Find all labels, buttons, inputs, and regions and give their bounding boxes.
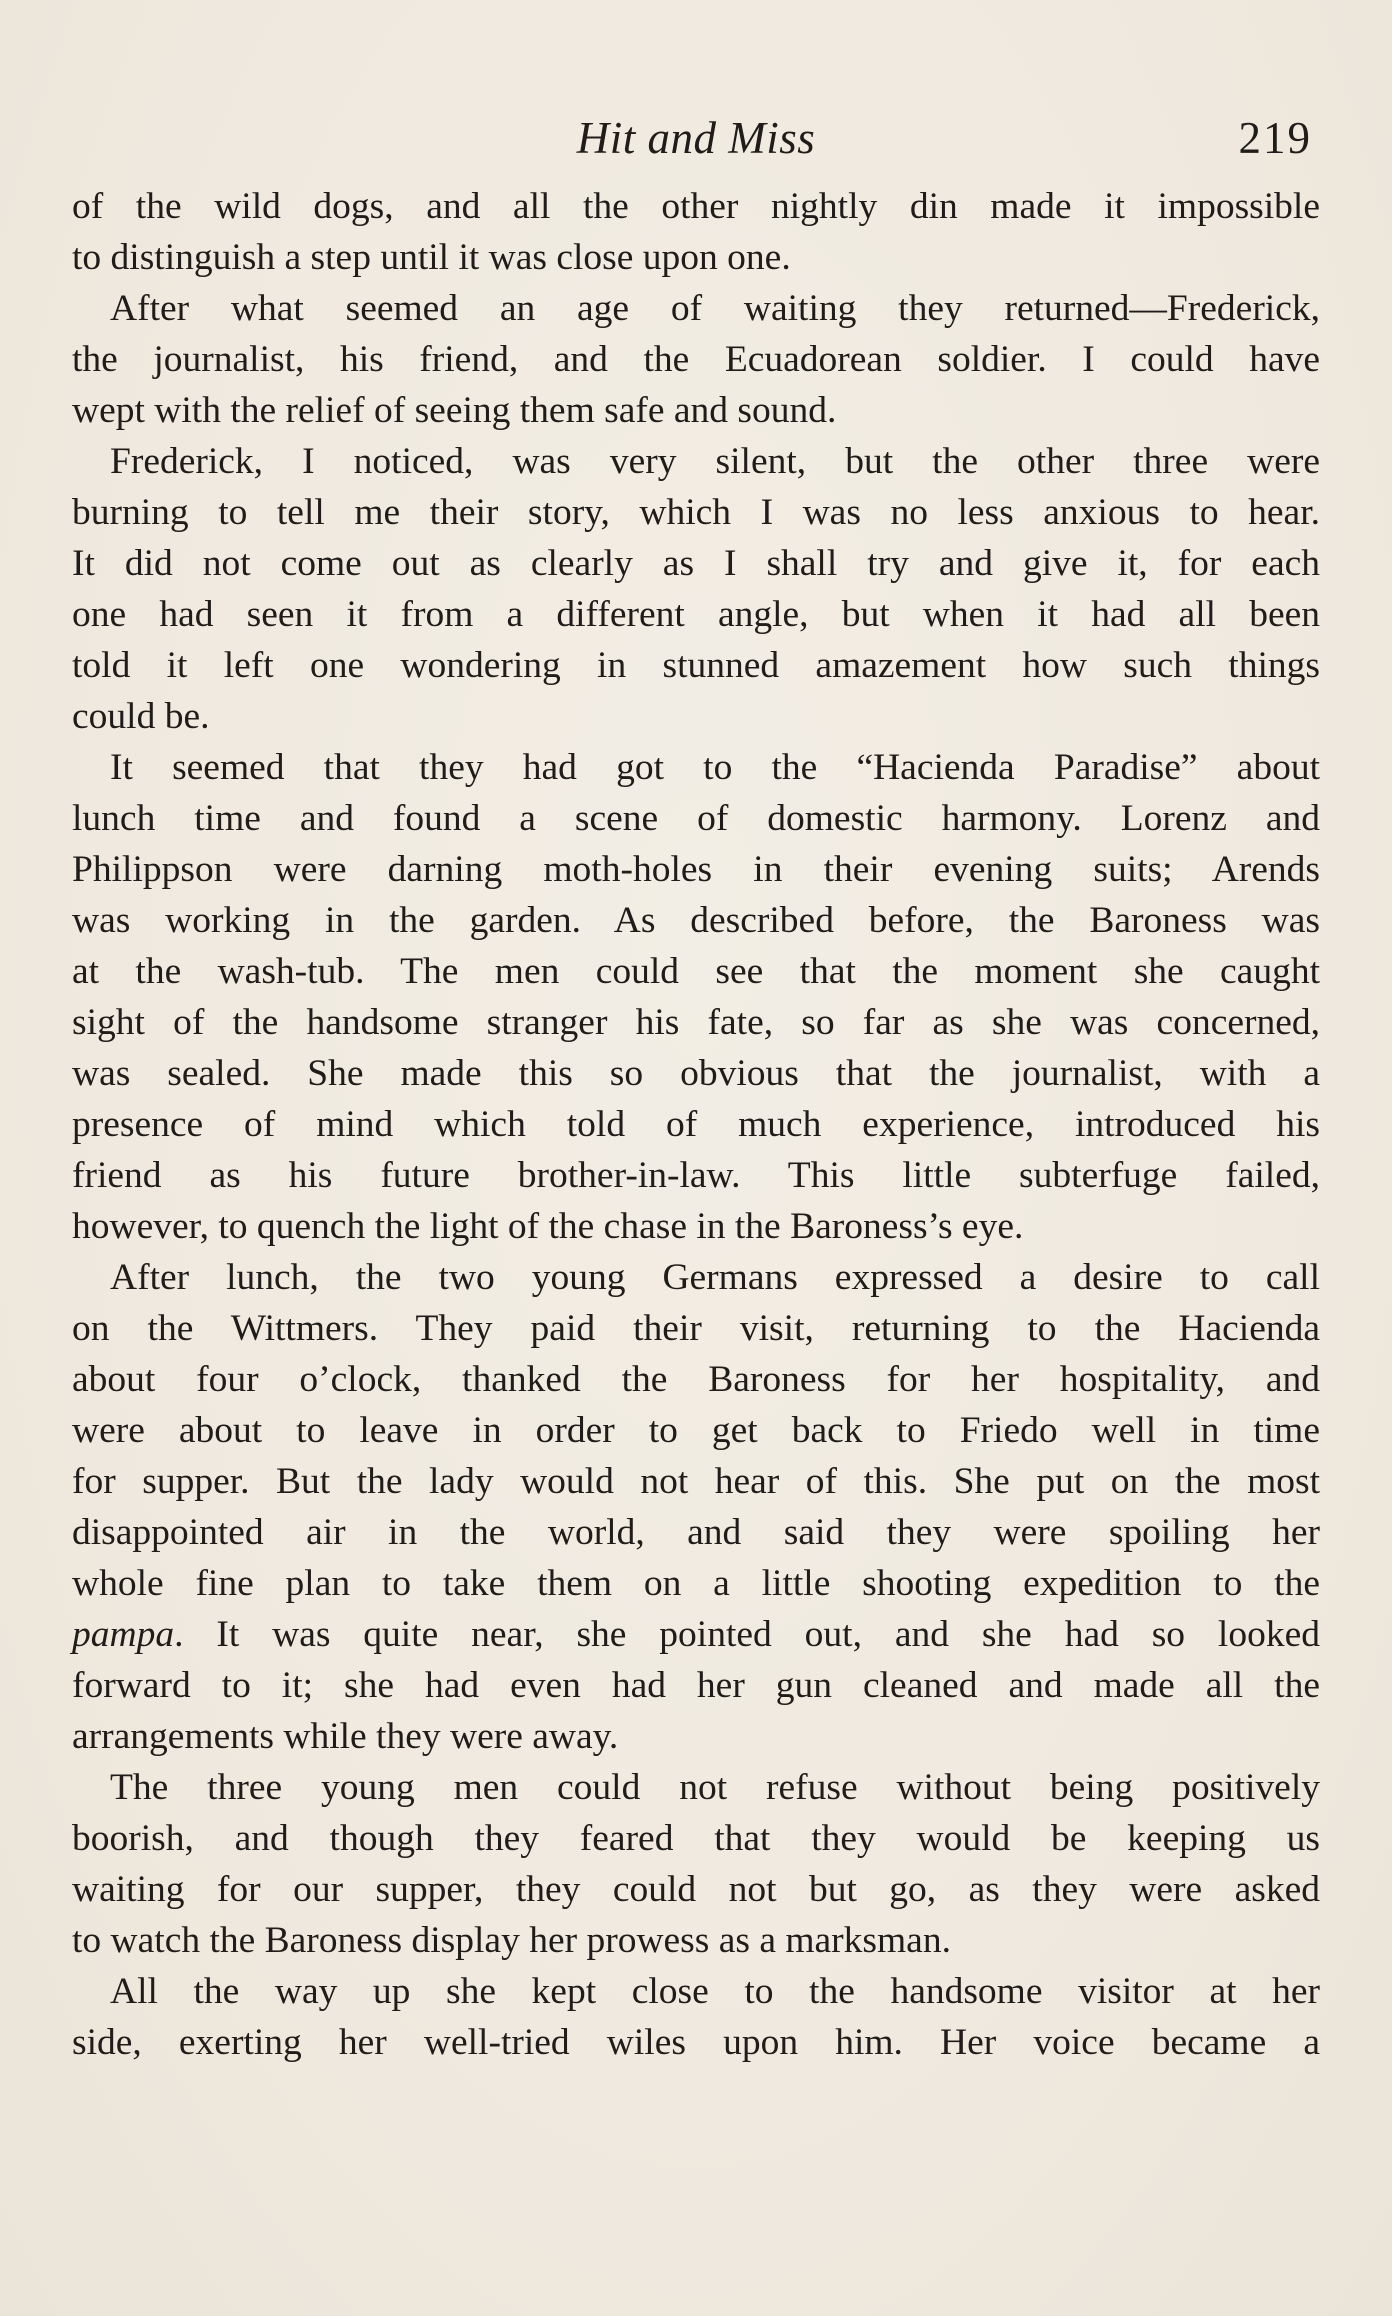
text-line: was working in the garden. As described before, the Baroness was	[72, 900, 1320, 941]
text-line: about four o’clock, thanked the Baroness for her hospitality, and	[72, 1359, 1320, 1400]
text-line: told it left one wondering in stunned amazement how such things	[72, 645, 1320, 686]
text-line: at the wash-tub. The men could see that the moment she caught	[72, 951, 1320, 992]
text-line: forward to it; she had even had her gun cleaned and made all the	[72, 1665, 1320, 1706]
text-line	[72, 1609, 1320, 1660]
text-line: of the wild dogs, and all the other nightly din made it impossible	[72, 186, 1320, 227]
text-line: one had seen it from a different angle, but when it had all been	[72, 594, 1320, 635]
running-title: Hit and Miss	[576, 113, 816, 163]
text-line: After lunch, the two young Germans expressed a desire to call	[110, 1257, 1320, 1298]
text-line: lunch time and found a scene of domestic harmony. Lorenz and	[72, 798, 1320, 839]
text-line: arrangements while they were away.	[72, 1716, 619, 1757]
text-line: sight of the handsome stranger his fate, so far as she was concerned,	[72, 1002, 1320, 1043]
text-line: was sealed. She made this so obvious that the journalist, with a	[72, 1053, 1320, 1094]
text-line: on the Wittmers. They paid their visit, returning to the Hacienda	[72, 1308, 1320, 1349]
text-line: could be.	[72, 696, 210, 737]
text-line: however, to quench the light of the chase in the Baroness’s eye.	[72, 1206, 1024, 1247]
running-head	[72, 108, 1320, 168]
line-remainder: . It was quite near, she pointed out, and she had so looked	[174, 1614, 1320, 1655]
text-line: disappointed air in the world, and said they were spoiling her	[72, 1512, 1320, 1553]
text-line: to watch the Baroness display her prowess as a marksman.	[72, 1920, 951, 1961]
italic-word-pampa: pampa	[72, 1614, 175, 1655]
text-line: the journalist, his friend, and the Ecuadorean soldier. I could have	[72, 339, 1320, 380]
text-line: friend as his future brother-in-law. This little subterfuge failed,	[72, 1155, 1320, 1196]
text-line: burning to tell me their story, which I was no less anxious to hear.	[72, 492, 1320, 533]
text-line: All the way up she kept close to the handsome visitor at her	[110, 1971, 1320, 2012]
text-line: presence of mind which told of much experience, introduced his	[72, 1104, 1320, 1145]
text-line: It did not come out as clearly as I shall try and give it, for each	[72, 543, 1320, 584]
text-line: waiting for our supper, they could not but go, as they were asked	[72, 1869, 1320, 1910]
body-text	[72, 181, 1320, 2068]
text-line: The three young men could not refuse without being positively	[110, 1767, 1320, 1808]
text-line: Frederick, I noticed, was very silent, but the other three were	[110, 441, 1320, 482]
text-line: It seemed that they had got to the “Hacienda Paradise” about	[110, 747, 1320, 788]
text-line: to distinguish a step until it was close upon one.	[72, 237, 791, 278]
text-line: for supper. But the lady would not hear of this. She put on the most	[72, 1461, 1320, 1502]
page-number: 219	[1238, 113, 1312, 163]
text-line: whole fine plan to take them on a little shooting expedition to the	[72, 1563, 1320, 1604]
text-line: were about to leave in order to get back to Friedo well in time	[72, 1410, 1320, 1451]
text-line: wept with the relief of seeing them safe and sound.	[72, 390, 837, 431]
text-line: side, exerting her well-tried wiles upon him. Her voice became a	[72, 2022, 1320, 2063]
text-line: Philippson were darning moth-holes in their evening suits; Arends	[72, 849, 1320, 890]
text-line: boorish, and though they feared that they would be keeping us	[72, 1818, 1320, 1859]
text-line: After what seemed an age of waiting they returned—Frederick,	[110, 288, 1320, 329]
